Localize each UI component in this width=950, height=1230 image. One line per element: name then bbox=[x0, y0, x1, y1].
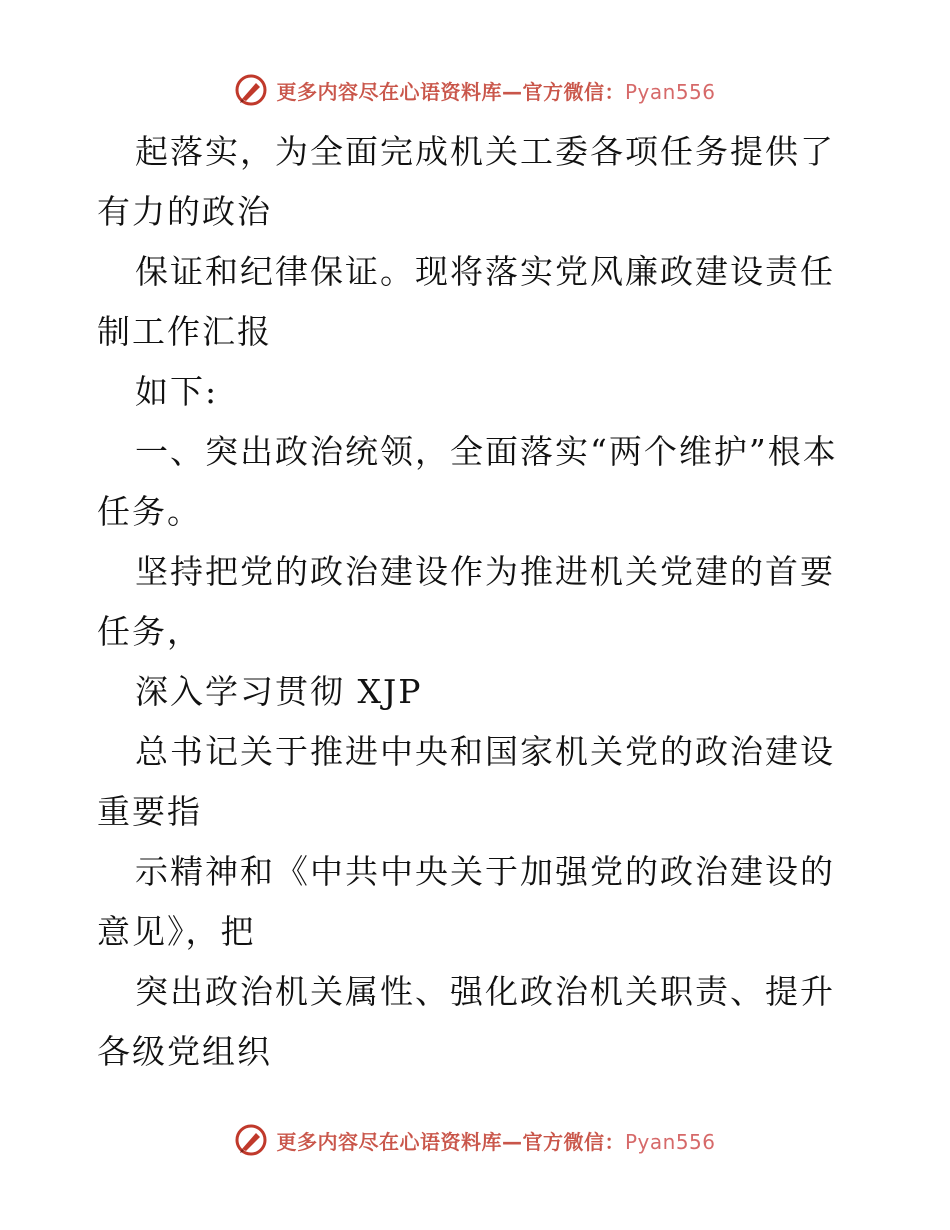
header-watermark-handle: Pyan556 bbox=[624, 79, 716, 104]
footer-watermark-label: 更多内容尽在心语资料库—官方微信： bbox=[276, 1129, 625, 1154]
paragraph: 保证和纪律保证。现将落实党风廉政建设责任制工作汇报 bbox=[97, 252, 835, 351]
paragraph: 坚持把党的政治建设作为推进机关党建的首要任务， bbox=[97, 552, 835, 651]
paragraph: 总书记关于推进中央和国家机关党的政治建设重要指 bbox=[97, 732, 835, 831]
document-body bbox=[97, 122, 857, 1082]
header-watermark-banner bbox=[0, 70, 950, 110]
paragraph: 起落实，为全面完成机关工委各项任务提供了有力的政治 bbox=[97, 132, 835, 231]
pen-logo-icon bbox=[234, 73, 268, 107]
footer-watermark-banner bbox=[0, 1120, 950, 1160]
paragraph: 突出政治机关属性、强化政治机关职责、提升各级党组织 bbox=[97, 972, 835, 1071]
paragraph: 示精神和《中共中央关于加强党的政治建设的意见》，把 bbox=[97, 852, 835, 951]
footer-watermark-text bbox=[276, 1126, 715, 1155]
footer-watermark-handle: Pyan556 bbox=[624, 1129, 716, 1154]
pen-logo-icon bbox=[234, 1123, 268, 1157]
paragraph: 深入学习贯彻 XJP bbox=[135, 672, 423, 711]
header-watermark-label: 更多内容尽在心语资料库—官方微信： bbox=[276, 79, 625, 104]
paragraph: 如下: bbox=[135, 372, 219, 411]
paragraph: 一、突出政治统领，全面落实“两个维护”根本任务。 bbox=[97, 432, 838, 531]
header-watermark-text bbox=[276, 76, 715, 105]
